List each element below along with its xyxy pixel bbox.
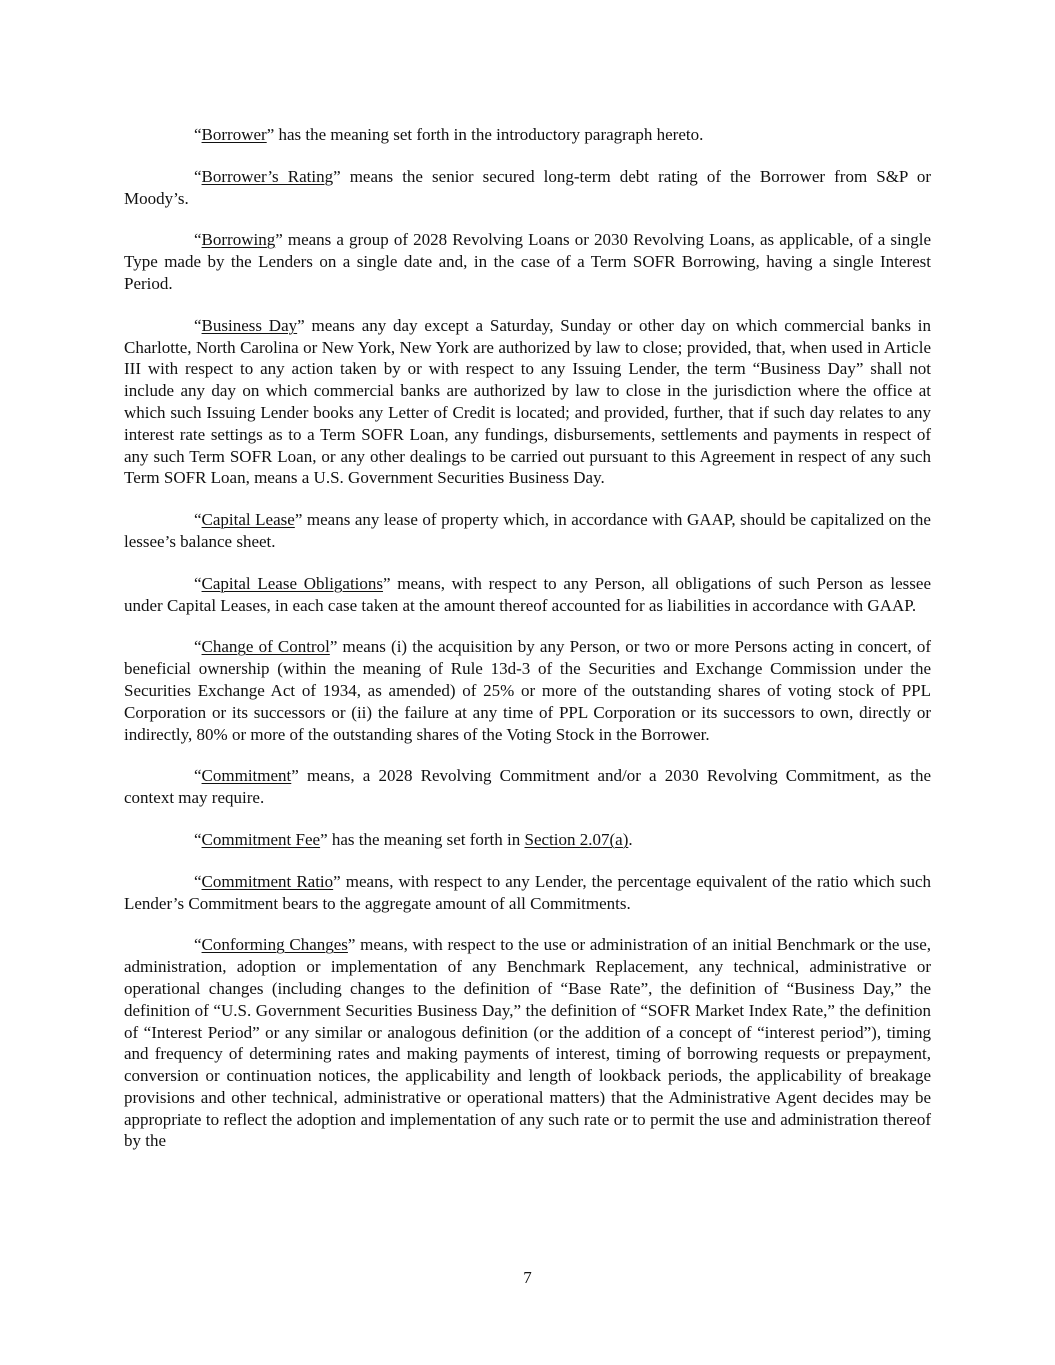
definition-capital-lease: “Capital Lease” means any lease of property which, in accordance with GAAP, should be capitalized on the lessee’s balance sheet.: [124, 510, 931, 551]
definition-conforming-changes: “Conforming Changes” means, with respect to the use or administration of an initial Benchmark or the use, administration, adoption or implementation of any Benchmark Replacement, any technical, administrative or operational changes (including changes to the definition of “Base Rate”, the definition of “Business Day,” the definition of “U.S. Government Securities Business Day,” the definition of “SOFR Market Index Rate,” the definition of “Interest Period” or any similar or analogous definition (or the addition of a concept of “interest period”), timing and frequency of determining rates and making payments of interest, timing of borrowing requests or prepayment, conversion or continuation notices, the applicability and length of lookback periods, the applicability of breakage provisions and other technical, administrative or operational matters) that the Administrative Agent decides may be appropriate to reflect the adoption and implementation of any such rate or to permit the use and administration thereof by the: [124, 935, 931, 1151]
defined-term: Capital Lease Obligations: [201, 573, 384, 593]
definition-borrower: “Borrower” has the meaning set forth in the introductory paragraph hereto.: [194, 125, 704, 144]
definition-text: ” means, a 2028 Revolving Commitment and/or a 2030 Revolving Commitment, as the context may require.: [124, 766, 931, 808]
defined-term: Borrower’s Rating: [201, 166, 334, 186]
definition-text: ” means a group of 2028 Revolving Loans or 2030 Revolving Loans, as applicable, of a single Type made by the Lenders on a single date and, in the case of a Term SOFR Borrowing, having a single Interest Period.: [124, 230, 931, 293]
definition-text: ” has the meaning set forth in: [320, 829, 525, 849]
definition-capital-lease-obligations: “Capital Lease Obligations” means, with respect to any Person, all obligations of such Person as lessee under Capital Leases, in each case taken at the amount thereof accounted for as liabilities in accordance with GAAP.: [124, 573, 931, 615]
definition-text: ” has the meaning set forth in the introductory paragraph hereto.: [266, 125, 704, 144]
definition-commitment: “Commitment” means, a 2028 Revolving Commitment and/or a 2030 Revolving Commitment, as the context may require.: [124, 766, 931, 808]
definition-borrowing: “Borrowing” means a group of 2028 Revolving Loans or 2030 Revolving Loans, as applicable, of a single Type made by the Lenders on a single date and, in the case of a Term SOFR Borrowing, having a single Interest Period.: [124, 230, 931, 293]
definition-text: ” means the senior secured long-term debt rating of the Borrower from S&P or Moody’s.: [124, 166, 931, 208]
definition-text: ” means any day except a Saturday, Sunday or other day on which commercial banks in Charlotte, North Carolina or New York, New York are authorized by law to close; provided, that, when used in Article III with respect to any action taken by or with respect to any Issuing Lender, the term “Business Day” shall not include any day on which commercial banks are authorized by law to close in the jurisdiction where the office at which such Issuing Lender books any Letter of Credit is located; and provided, further, that if such day relates to any interest rate settings as to a Term SOFR Loan, any fundings, disbursements, settlements and payments in respect of any such Term SOFR Loan, or any other dealings to be carried out pursuant to this Agreement in respect of any such Term SOFR Loan, means a U.S. Government Securities Business Day.: [124, 315, 931, 488]
defined-term: Conforming Changes: [201, 935, 348, 955]
page-number: 7: [523, 1268, 532, 1287]
definition-text: ” means, with respect to any Person, all obligations of such Person as lessee under Capital Leases, in each case taken at the amount thereof accounted for as liabilities in accordance with GAAP.: [124, 573, 931, 615]
definition-borrowers-rating: “Borrower’s Rating” means the senior secured long-term debt rating of the Borrower from S&P or Moody’s.: [124, 166, 931, 208]
document-page: [124, 124, 931, 1172]
definition-commitment-fee: “Commitment Fee” has the meaning set forth in Section 2.07(a).: [194, 829, 633, 849]
defined-term: Business Day: [201, 315, 298, 335]
definition-text: ” means (i) the acquisition by any Person, or two or more Persons acting in concert, of beneficial ownership (within the meaning of Rule 13d-3 of the Securities and Exchange Commission under the Securities Exchange Act of 1934, as amended) of 25% or more of the outstanding shares of voting stock of PPL Corporation or its successors or (ii) the failure at any time of PPL Corporation or its successors to own, directly or indirectly, 80% or more of the outstanding shares of the Voting Stock in the Borrower.: [124, 637, 931, 744]
definition-text: ” means any lease of property which, in accordance with GAAP, should be capitalized on the lessee’s balance sheet.: [124, 510, 931, 551]
definition-text-tail: .: [628, 829, 633, 849]
definition-business-day: “Business Day” means any day except a Saturday, Sunday or other day on which commercial banks in Charlotte, North Carolina or New York, New York are authorized by law to close; provided, that, when used in Article III with respect to any action taken by or with respect to any Issuing Lender, the term “Business Day” shall not include any day on which commercial banks are authorized by law to close in the jurisdiction where the office at which such Issuing Lender books any Letter of Credit is located; and provided, further, that if such day relates to any interest rate settings as to a Term SOFR Loan, any fundings, disbursements, settlements and payments in respect of any such Term SOFR Loan, or any other dealings to be carried out pursuant to this Agreement in respect of any such Term SOFR Loan, means a U.S. Government Securities Business Day.: [124, 315, 931, 488]
defined-term: Commitment Fee: [201, 829, 321, 849]
definition-text: ” means, with respect to any Lender, the percentage equivalent of the ratio which such Lender’s Commitment bears to the aggregate amount of all Commitments.: [124, 871, 931, 913]
defined-term: Commitment: [201, 766, 292, 786]
defined-term: Borrowing: [201, 230, 276, 250]
definition-commitment-ratio: “Commitment Ratio” means, with respect to any Lender, the percentage equivalent of the ratio which such Lender’s Commitment bears to the aggregate amount of all Commitments.: [124, 871, 931, 913]
defined-term: Change of Control: [201, 637, 330, 657]
definition-text: ” means, with respect to the use or administration of an initial Benchmark or the use, administration, adoption or implementation of any Benchmark Replacement, any technical, administrative or operational changes (including changes to the definition of “Base Rate”, the definition of “Business Day,” the definition of “U.S. Government Securities Business Day,” the definition of “SOFR Market Index Rate,” the definition of “Interest Period” or any similar or analogous definition (or the addition of a concept of “interest period”), timing and frequency of determining rates and making payments of interest, timing of borrowing requests or prepayment, conversion or continuation notices, the applicability and length of lookback periods, the applicability of breakage provisions and other technical, administrative or operational matters) that the Administrative Agent decides may be appropriate to reflect the adoption and implementation of any such rate or to permit the use and administration thereof by the: [124, 935, 931, 1151]
definition-change-of-control: “Change of Control” means (i) the acquisition by any Person, or two or more Persons acting in concert, of beneficial ownership (within the meaning of Rule 13d-3 of the Securities and Exchange Commission under the Securities Exchange Act of 1934, as amended) of 25% or more of the outstanding shares of voting stock of PPL Corporation or its successors or (ii) the failure at any time of PPL Corporation or its successors to own, directly or indirectly, 80% or more of the outstanding shares of the Voting Stock in the Borrower.: [124, 637, 931, 744]
defined-term: Commitment Ratio: [201, 871, 334, 891]
defined-term: Capital Lease: [201, 510, 295, 530]
defined-term: Borrower: [201, 125, 267, 144]
section-reference: Section 2.07(a): [524, 829, 629, 849]
